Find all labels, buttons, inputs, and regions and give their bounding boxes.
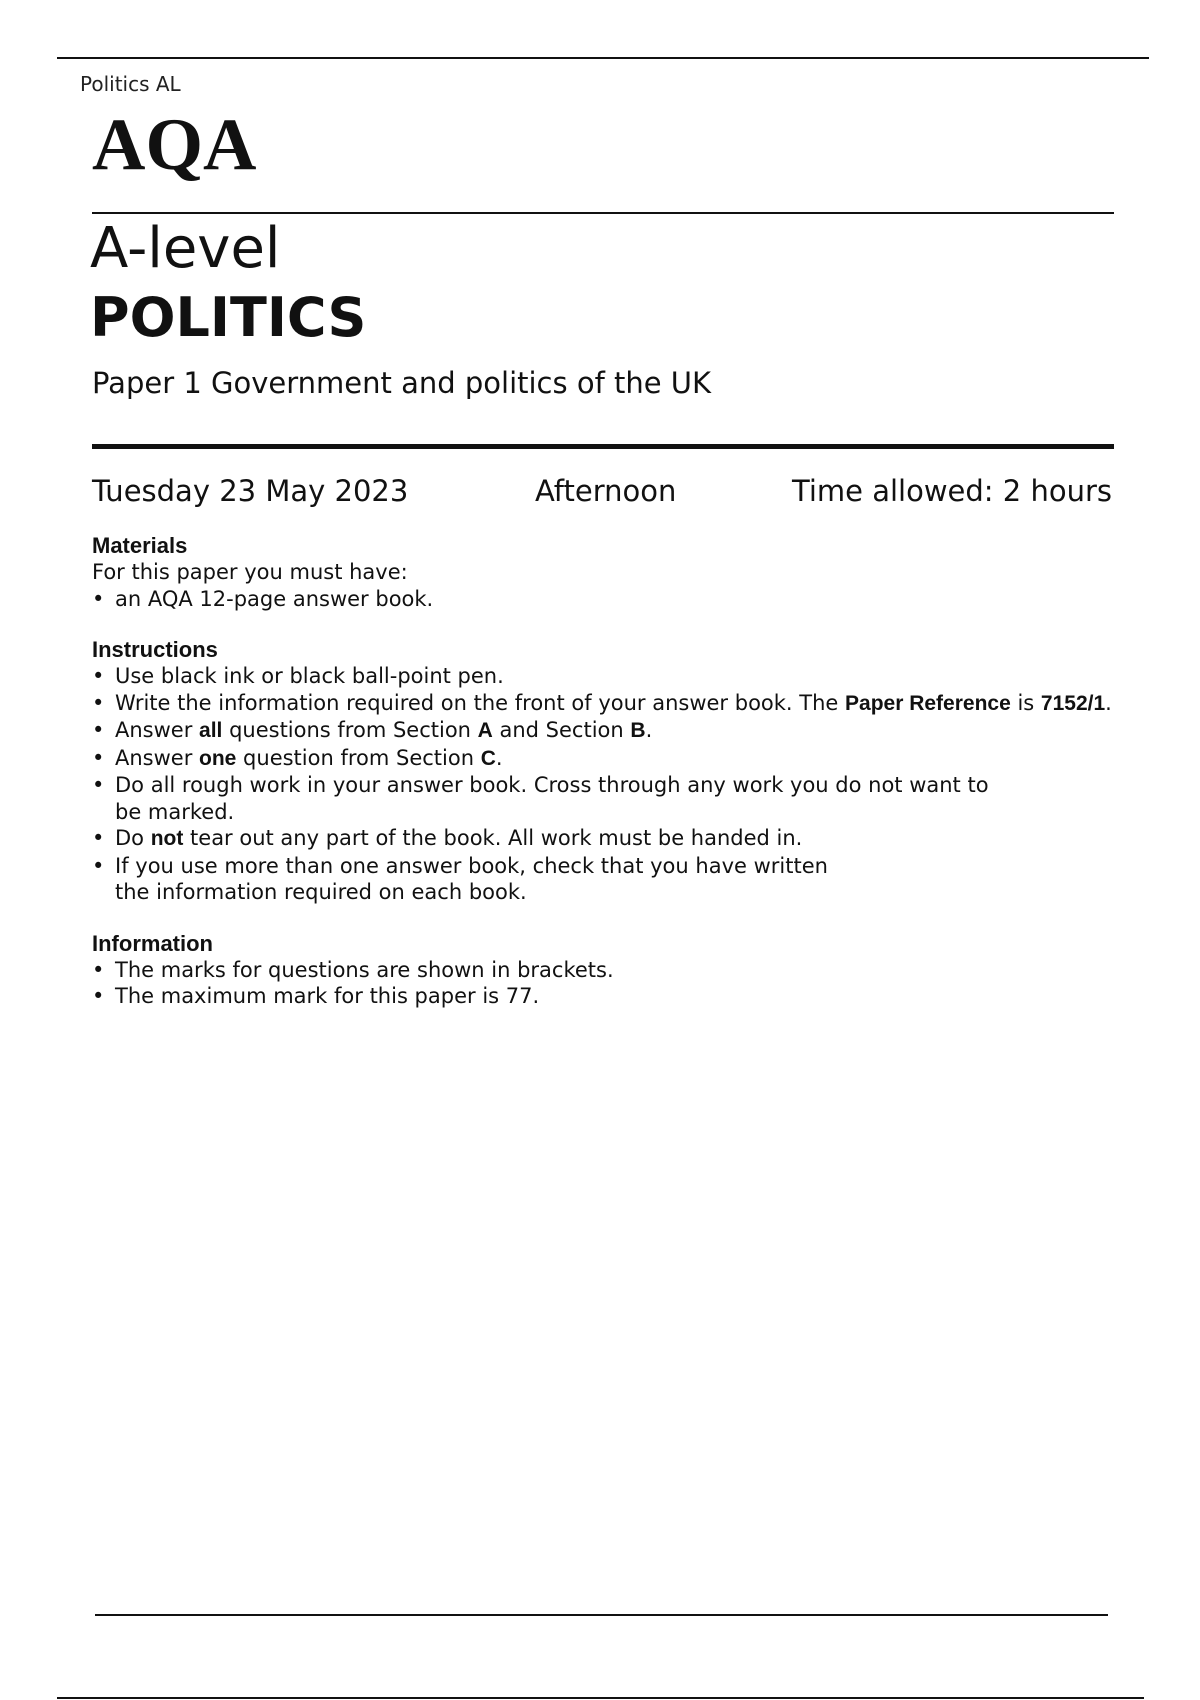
list-item: • The maximum mark for this paper is 77. <box>92 983 1112 1010</box>
divider <box>92 212 1114 214</box>
materials-heading: Materials <box>92 533 188 558</box>
text: . <box>645 718 653 742</box>
exam-session: Afternoon <box>535 474 677 508</box>
thick-divider <box>92 444 1114 449</box>
bottom-border-rule <box>57 1697 1144 1699</box>
list-item: • If you use more than one answer book, check that you have written the information required on each book. <box>92 853 1112 906</box>
list-item <box>92 690 1112 718</box>
aqa-logo: AQA <box>92 104 257 186</box>
list-item <box>92 825 1112 853</box>
text: . <box>1105 690 1112 715</box>
running-header: Politics AL <box>80 72 181 96</box>
list-item: • Use black ink or black ball-point pen. <box>92 663 1112 690</box>
rubric <box>92 532 1112 1034</box>
list-item: • The marks for questions are shown in brackets. <box>92 957 1112 984</box>
text: Do <box>115 826 151 850</box>
materials-intro: For this paper you must have: <box>92 560 408 584</box>
text: and Section <box>492 718 631 742</box>
text: Answer <box>115 718 200 742</box>
information-section <box>92 930 1112 1010</box>
paper-title: Paper 1 Government and politics of the UK <box>92 366 712 400</box>
list-item <box>92 745 1112 773</box>
information-heading: Information <box>92 930 213 956</box>
text: questions from Section <box>222 718 478 742</box>
footer-rule <box>95 1614 1108 1616</box>
exam-date: Tuesday 23 May 2023 <box>92 474 409 508</box>
text: Write the information required on the front of your answer book. The <box>115 690 846 715</box>
text: is <box>1010 690 1041 715</box>
emphasis: A <box>477 719 493 742</box>
qualification-level: A-level <box>90 216 281 281</box>
emphasis: B <box>630 719 646 742</box>
emphasis: one <box>199 746 237 770</box>
list-item: • Do all rough work in your answer book. Cross through any work you do not want to be marked. <box>92 772 1112 825</box>
paper-reference: 7152/1 <box>1040 691 1106 715</box>
subject-title: POLITICS <box>90 286 367 349</box>
top-border-rule <box>57 57 1149 59</box>
materials-section <box>92 532 1112 612</box>
instructions-heading: Instructions <box>92 637 218 662</box>
list-item <box>92 717 1112 745</box>
time-allowed: Time allowed: 2 hours <box>792 474 1112 508</box>
instructions-section <box>92 636 1112 906</box>
text: . <box>495 745 503 770</box>
emphasis: not <box>150 827 184 850</box>
emphasis: C <box>480 746 496 770</box>
list-item: • an AQA 12-page answer book. <box>92 586 1112 613</box>
emphasis: Paper Reference <box>845 691 1011 715</box>
exam-details-row <box>92 474 1112 514</box>
text: question from Section <box>236 745 481 770</box>
text: tear out any part of the book. All work must be handed in. <box>183 826 803 850</box>
text: Answer <box>115 745 200 770</box>
emphasis: all <box>199 719 223 742</box>
